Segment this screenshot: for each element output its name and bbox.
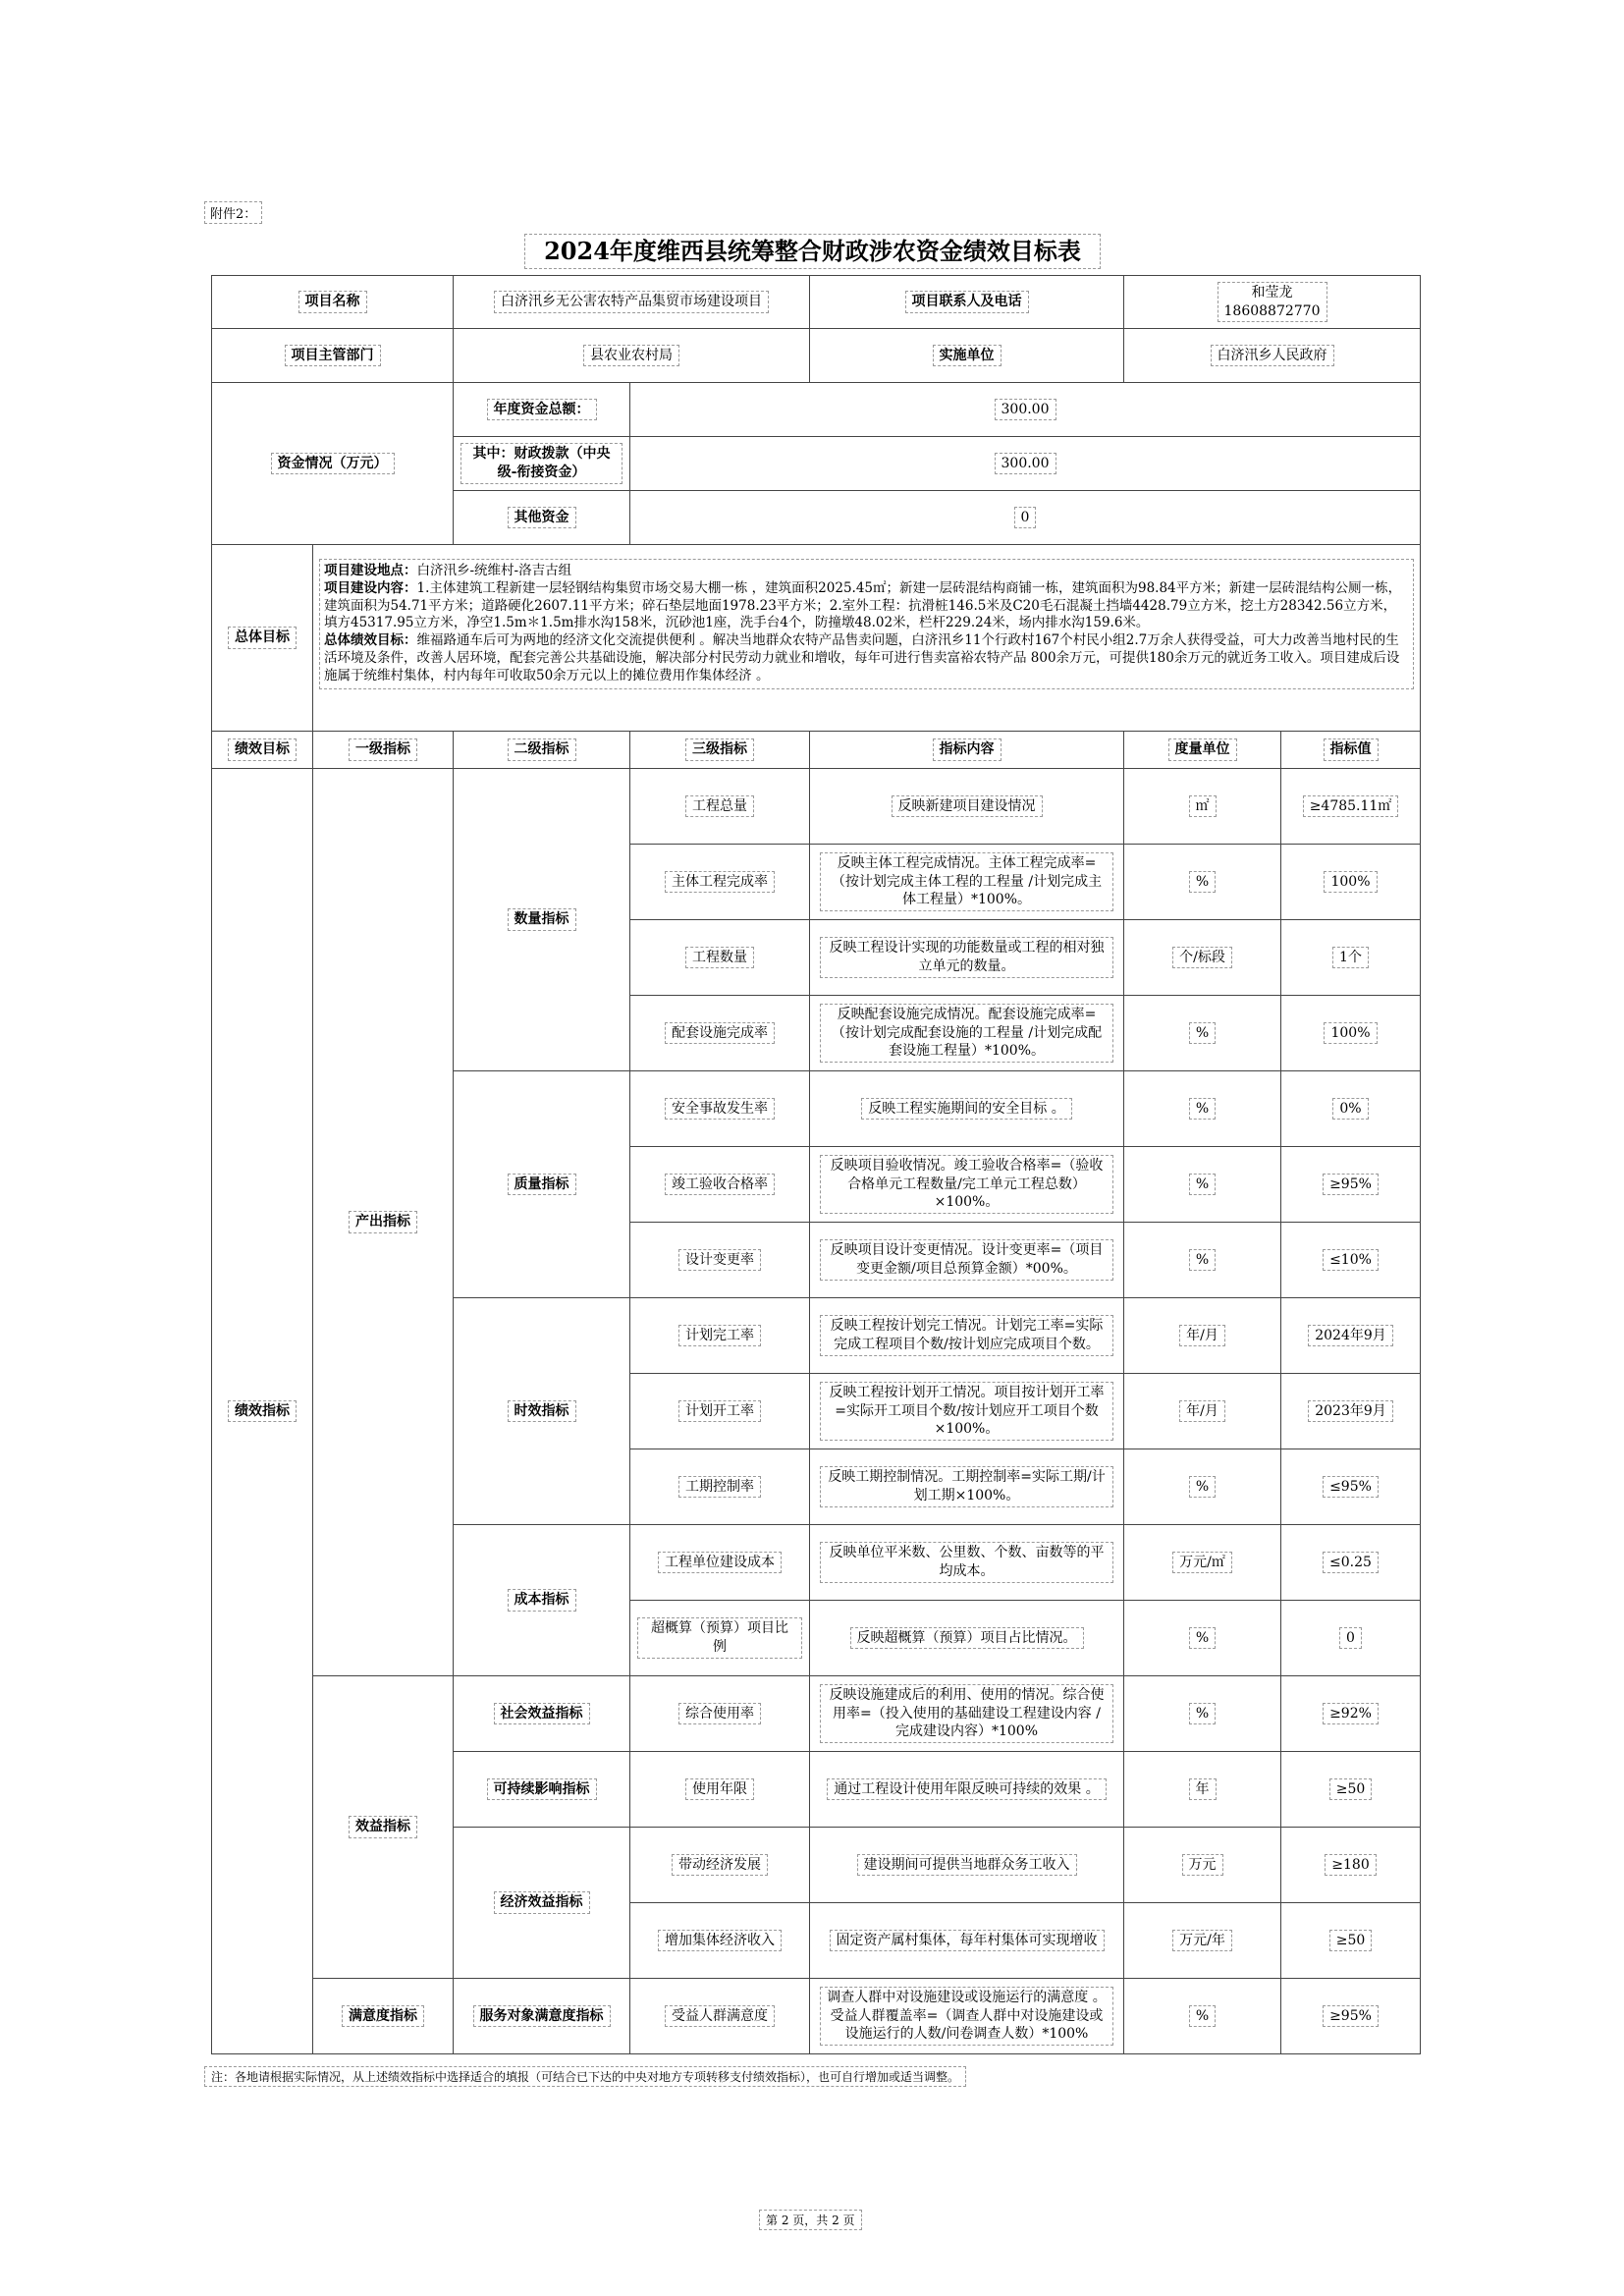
indicator-content: 建设期间可提供当地群众务工收入	[810, 1828, 1124, 1903]
output-indicator: 产出指标	[313, 769, 454, 1676]
indicator-content: 反映项目验收情况。竣工验收合格率=（验收合格单元工程数量/完工单元工程总数）×100%。	[810, 1147, 1124, 1223]
indicator-content: 调查人群中对设施建设或设施运行的满意度 。受益人群覆盖率=（调查人群中对设施建设或设施运行的人数/问卷调查人数）*100%	[810, 1979, 1124, 2054]
indicator-unit: 个/标段	[1124, 920, 1281, 996]
indicator-content: 固定资产属村集体，每年村集体可实现增收	[810, 1903, 1124, 1979]
indicator-name: 带动经济发展	[630, 1828, 810, 1903]
funds-other: 0	[630, 491, 1421, 545]
indicator-value: 0%	[1281, 1071, 1421, 1147]
indicator-value: ≥95%	[1281, 1979, 1421, 2054]
page-title: 2024年度维西县统筹整合财政涉农资金绩效目标表	[524, 234, 1101, 269]
indicator-unit: %	[1124, 1601, 1281, 1676]
indicator-unit: %	[1124, 845, 1281, 920]
indicator-unit: ㎡	[1124, 769, 1281, 845]
indicator-name: 安全事故发生率	[630, 1071, 810, 1147]
indicator-value: 1个	[1281, 920, 1421, 996]
indicator-content: 反映项目设计变更情况。设计变更率=（项目变更金额/项目总预算金额）*00%。	[810, 1223, 1124, 1298]
indicator-value: ≥50	[1281, 1752, 1421, 1828]
header-value: 指标值	[1281, 732, 1421, 769]
header-l3: 三级指标	[630, 732, 810, 769]
indicator-value: 100%	[1281, 996, 1421, 1071]
perf-indicator-label: 绩效指标	[212, 769, 313, 2054]
indicator-value: ≤0.25	[1281, 1525, 1421, 1601]
indicator-content: 反映工程设计实现的功能数量或工程的相对独立单元的数量。	[810, 920, 1124, 996]
funds-label: 资金情况（万元）	[212, 383, 454, 545]
indicator-name: 超概算（预算）项目比例	[630, 1601, 810, 1676]
overall-goal: 项目建设地点：白济汛乡-统维村-洛吉古组 项目建设内容：1.主体建筑工程新建一层轻钢结构集贸市场交易大棚一栋 ，建筑面积2025.45㎡；新建一层砖混结构商铺一栋，建筑面积为98.84平方米；新建一层砖混结构公厕一栋，建筑面积为54.71平方米；道路硬化2607.11平方米；碎石垫层地面1978.23平方米；2.室外工程：抗滑桩146.5米及C20毛石混凝土挡墙4428.79立方米，挖土方28342.56立方米，填方45317.95立方米，净空1.5m＊1.5m排水沟158米，沉砂池1座，洗手台4个，防撞墩48.02米，栏杆229.24米，场内排水沟159.6米。 总体绩效目标：维福路通车后可为两地的经济文化交流提供便利 。解决当地群众农特产品售卖问题，白济汛乡11个行政村167个村民小组2.7万余人获得受益，可大力改善当地村民的生活环境及条件，改善人居环境，配套完善公共基础设施，解决部分村民劳动力就业和增收，每年可进行售卖富裕农特产品 800余万元，可提供180余万元的就近务工收入。项目建成后设施属于统维村集体，村内每年可收取50余万元以上的摊位费用作集体经济 。	[313, 545, 1421, 732]
funds-total-label: 年度资金总额：	[454, 383, 630, 437]
impl-label: 实施单位	[810, 329, 1124, 383]
indicator-unit: %	[1124, 1676, 1281, 1752]
dept: 县农业农村局	[454, 329, 810, 383]
sustain-indicator: 可持续影响指标	[454, 1752, 630, 1828]
indicator-name: 工程单位建设成本	[630, 1525, 810, 1601]
economic-indicator: 经济效益指标	[454, 1828, 630, 1979]
indicator-name: 竣工验收合格率	[630, 1147, 810, 1223]
indicator-content: 反映设施建成后的利用、使用的情况。综合使用率=（投入使用的基础建设工程建设内容 /完成建设内容）*100%	[810, 1676, 1124, 1752]
indicator-unit: 年/月	[1124, 1374, 1281, 1449]
indicator-value: ≥50	[1281, 1903, 1421, 1979]
indicator-name: 主体工程完成率	[630, 845, 810, 920]
footnote: 注：各地请根据实际情况，从上述绩效指标中选择适合的填报（可结合已下达的中央对地方专项转移支付绩效指标），也可自行增加或适当调整。	[204, 2066, 966, 2087]
indicator-content: 反映工程实施期间的安全目标 。	[810, 1071, 1124, 1147]
indicator-name: 工程总量	[630, 769, 810, 845]
indicator-name: 受益人群满意度	[630, 1979, 810, 2054]
header-content: 指标内容	[810, 732, 1124, 769]
indicator-unit: 万元	[1124, 1828, 1281, 1903]
indicator-name: 增加集体经济收入	[630, 1903, 810, 1979]
indicator-unit: %	[1124, 1223, 1281, 1298]
contact-info: 和莹龙 18608872770	[1124, 276, 1421, 329]
indicator-unit: 万元/年	[1124, 1903, 1281, 1979]
project-name-label: 项目名称	[212, 276, 454, 329]
indicator-name: 综合使用率	[630, 1676, 810, 1752]
indicator-content: 反映超概算（预算）项目占比情况。	[810, 1601, 1124, 1676]
contact-label: 项目联系人及电话	[810, 276, 1124, 329]
indicator-content: 反映新建项目建设情况	[810, 769, 1124, 845]
indicator-value: 2024年9月	[1281, 1298, 1421, 1374]
cost-indicator: 成本指标	[454, 1525, 630, 1676]
indicator-value: ≥4785.11㎡	[1281, 769, 1421, 845]
page-number: 第 2 页，共 2 页	[759, 2210, 862, 2230]
indicator-value: 2023年9月	[1281, 1374, 1421, 1449]
attachment-label: 附件2：	[204, 201, 262, 224]
indicator-unit: %	[1124, 1147, 1281, 1223]
service-indicator: 服务对象满意度指标	[454, 1979, 630, 2054]
indicator-unit: 年/月	[1124, 1298, 1281, 1374]
funds-other-label: 其他资金	[454, 491, 630, 545]
dept-label: 项目主管部门	[212, 329, 454, 383]
indicator-content: 通过工程设计使用年限反映可持续的效果 。	[810, 1752, 1124, 1828]
indicator-content: 反映工期控制情况。工期控制率=实际工期/计划工期×100%。	[810, 1449, 1124, 1525]
indicator-name: 计划开工率	[630, 1374, 810, 1449]
project-name: 白济汛乡无公害农特产品集贸市场建设项目	[454, 276, 810, 329]
quality-indicator: 质量指标	[454, 1071, 630, 1298]
indicator-unit: %	[1124, 1979, 1281, 2054]
indicator-value: ≥92%	[1281, 1676, 1421, 1752]
overall-label: 总体目标	[212, 545, 313, 732]
indicator-value: ≥95%	[1281, 1147, 1421, 1223]
table-row	[212, 1979, 1421, 2054]
quantity-indicator: 数量指标	[454, 769, 630, 1071]
header-l1: 一级指标	[313, 732, 454, 769]
header-l2: 二级指标	[454, 732, 630, 769]
indicator-value: 0	[1281, 1601, 1421, 1676]
indicator-unit: %	[1124, 1071, 1281, 1147]
indicator-content: 反映工程按计划开工情况。项目按计划开工率=实际开工项目个数/按计划应开工项目个数×100%。	[810, 1374, 1124, 1449]
performance-table	[211, 275, 1421, 2054]
indicator-unit: 万元/㎡	[1124, 1525, 1281, 1601]
indicator-content: 反映工程按计划完工情况。计划完工率=实际完成工程项目个数/按计划应完成项目个数。	[810, 1298, 1124, 1374]
satisfaction-indicator: 满意度指标	[313, 1979, 454, 2054]
indicator-name: 使用年限	[630, 1752, 810, 1828]
indicator-content: 反映单位平米数、公里数、个数、亩数等的平均成本。	[810, 1525, 1124, 1601]
indicator-name: 计划完工率	[630, 1298, 810, 1374]
header-goal: 绩效目标	[212, 732, 313, 769]
indicator-name: 配套设施完成率	[630, 996, 810, 1071]
indicator-value: ≥180	[1281, 1828, 1421, 1903]
indicator-unit: %	[1124, 1449, 1281, 1525]
indicator-unit: 年	[1124, 1752, 1281, 1828]
indicator-unit: %	[1124, 996, 1281, 1071]
indicator-value: 100%	[1281, 845, 1421, 920]
funds-total: 300.00	[630, 383, 1421, 437]
funds-fiscal-label: 其中：财政拨款（中央级-衔接资金）	[454, 437, 630, 491]
indicator-name: 工程数量	[630, 920, 810, 996]
indicator-value: ≤95%	[1281, 1449, 1421, 1525]
header-unit: 度量单位	[1124, 732, 1281, 769]
indicator-name: 工期控制率	[630, 1449, 810, 1525]
funds-fiscal: 300.00	[630, 437, 1421, 491]
indicator-content: 反映配套设施完成情况。配套设施完成率=（按计划完成配套设施的工程量 /计划完成配套设施工程量）*100%。	[810, 996, 1124, 1071]
timeliness-indicator: 时效指标	[454, 1298, 630, 1525]
social-indicator: 社会效益指标	[454, 1676, 630, 1752]
table-row	[212, 1676, 1421, 1752]
benefit-indicator: 效益指标	[313, 1676, 454, 1979]
indicator-name: 设计变更率	[630, 1223, 810, 1298]
impl-unit: 白济汛乡人民政府	[1124, 329, 1421, 383]
indicator-content: 反映主体工程完成情况。主体工程完成率=（按计划完成主体工程的工程量 /计划完成主体工程量）*100%。	[810, 845, 1124, 920]
table-row	[212, 769, 1421, 845]
indicator-value: ≤10%	[1281, 1223, 1421, 1298]
